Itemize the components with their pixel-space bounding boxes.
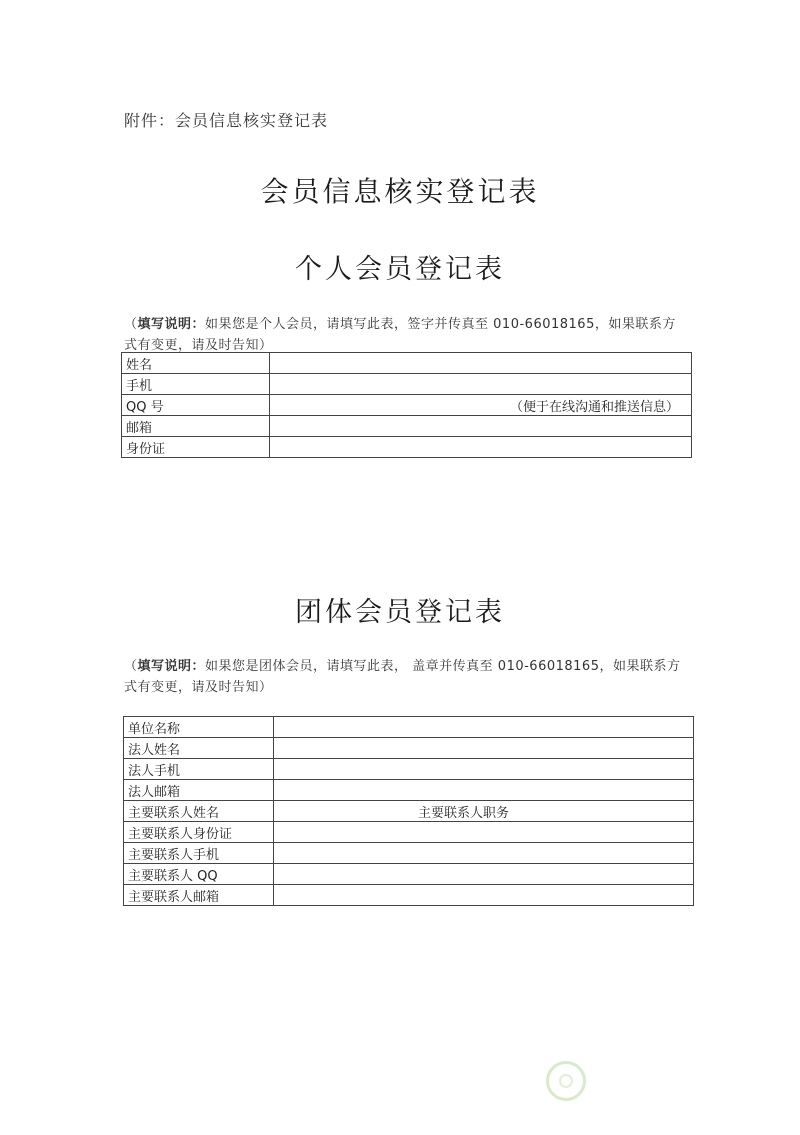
personal-instructions-label: 填写说明： xyxy=(137,317,206,332)
org-name-label: 单位名称 xyxy=(124,717,274,738)
table-row xyxy=(124,822,694,843)
contact-mobile-field[interactable] xyxy=(274,843,694,864)
email-field[interactable] xyxy=(270,416,692,437)
legal-rep-mobile-field[interactable] xyxy=(274,759,694,780)
contact-name-label: 主要联系人姓名 xyxy=(124,801,274,822)
org-name-field[interactable] xyxy=(274,717,694,738)
table-row xyxy=(124,717,694,738)
contact-email-label: 主要联系人邮箱 xyxy=(124,885,274,906)
name-label: 姓名 xyxy=(122,353,270,374)
mobile-field[interactable] xyxy=(270,374,692,395)
qq-label: QQ 号 xyxy=(122,395,270,416)
page-title: 会员信息核实登记表 xyxy=(260,175,540,208)
group-instructions-label: 填写说明： xyxy=(137,659,206,674)
contact-id-card-field[interactable] xyxy=(274,822,694,843)
group-instructions-text: 如果您是团体会员，请填写此表， 盖章并传真至 010-66018165，如果联系方 xyxy=(205,659,681,674)
qq-hint: （便于在线沟通和推送信息） xyxy=(509,399,679,415)
table-row xyxy=(124,864,694,885)
table-row xyxy=(122,374,692,395)
personal-form-table xyxy=(121,352,692,458)
group-instructions-line2: 式有变更，请及时告知） xyxy=(124,680,273,695)
name-field[interactable] xyxy=(270,353,692,374)
id-card-label: 身份证 xyxy=(122,437,270,458)
table-row xyxy=(124,843,694,864)
contact-qq-field[interactable] xyxy=(274,864,694,885)
table-row xyxy=(124,885,694,906)
legal-rep-email-field[interactable] xyxy=(274,780,694,801)
table-row xyxy=(122,416,692,437)
personal-section-title: 个人会员登记表 xyxy=(295,254,505,285)
qq-field[interactable] xyxy=(270,395,692,416)
personal-instructions-line2: 式有变更，请及时告知） xyxy=(124,338,273,353)
personal-instructions xyxy=(124,314,704,356)
table-row xyxy=(122,353,692,374)
legal-rep-name-field[interactable] xyxy=(274,738,694,759)
email-label: 邮箱 xyxy=(122,416,270,437)
group-section-title: 团体会员登记表 xyxy=(295,597,505,628)
contact-mobile-label: 主要联系人手机 xyxy=(124,843,274,864)
table-row xyxy=(122,437,692,458)
legal-rep-mobile-label: 法人手机 xyxy=(124,759,274,780)
table-row xyxy=(124,780,694,801)
table-row xyxy=(124,759,694,780)
contact-name-field[interactable] xyxy=(274,801,694,822)
table-row xyxy=(122,395,692,416)
legal-rep-email-label: 法人邮箱 xyxy=(124,780,274,801)
contact-id-card-label: 主要联系人身份证 xyxy=(124,822,274,843)
group-form-table xyxy=(123,716,694,906)
attachment-label: 附件：会员信息核实登记表 xyxy=(124,111,329,130)
mobile-label: 手机 xyxy=(122,374,270,395)
contact-email-field[interactable] xyxy=(274,885,694,906)
table-row xyxy=(124,801,694,822)
contact-qq-label: 主要联系人 QQ xyxy=(124,864,274,885)
watermark-seal-inner-icon xyxy=(559,1074,573,1088)
group-instructions xyxy=(124,656,704,698)
legal-rep-name-label: 法人姓名 xyxy=(124,738,274,759)
personal-instructions-text: 如果您是个人会员，请填写此表，签字并传真至 010-66018165，如果联系方 xyxy=(205,317,676,332)
id-card-field[interactable] xyxy=(270,437,692,458)
table-row xyxy=(124,738,694,759)
group-instructions-line1: （填写说明：如果您是团体会员，请填写此表， 盖章并传真至 010-66018165，如果联系方 xyxy=(124,659,681,674)
personal-instructions-line1: （填写说明：如果您是个人会员，请填写此表，签字并传真至 010-66018165，如果联系方 xyxy=(124,317,676,332)
contact-position-label: 主要联系人职务 xyxy=(417,805,509,821)
